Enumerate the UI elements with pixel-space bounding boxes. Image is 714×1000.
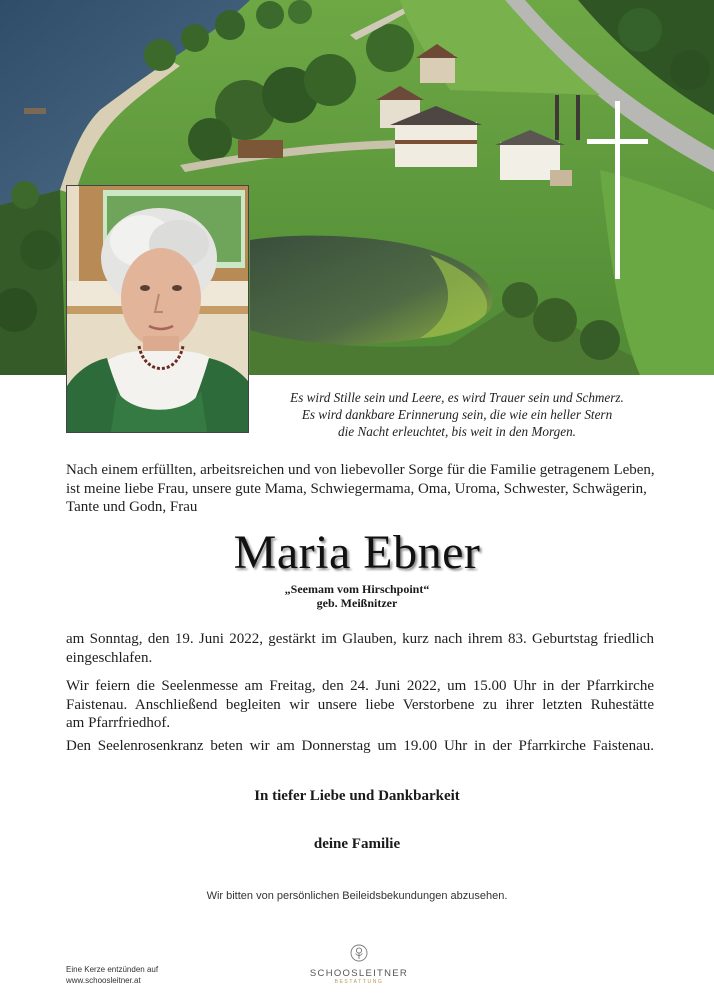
condolence-note: Wir bitten von persönlichen Beileidsbekundungen abzusehen.: [206, 890, 508, 902]
intro-paragraph: [66, 461, 656, 517]
deceased-name: Maria Ebner: [233, 526, 481, 579]
portrait-photo: [66, 185, 249, 433]
candle-url[interactable]: www.schoosleitner.at: [66, 976, 141, 985]
death-line: eingeschlafen.: [66, 649, 153, 666]
rosary-paragraph: [66, 737, 654, 756]
intro-line: Tante und Godn, Frau: [66, 499, 198, 515]
signoff-family: deine Familie: [313, 836, 401, 852]
mass-line: am Pfarrfriedhof.: [66, 715, 171, 731]
signoff-line: In tiefer Liebe und Dankbarkeit: [254, 788, 460, 804]
mass-line: Faistenau. Anschließend begleiten wir unsere liebe Verstorbene zu ihrer letzten Ruhestätte: [66, 696, 654, 713]
poem-line: Es wird dankbare Erinnerung sein, die wie ein heller Stern: [301, 407, 613, 422]
deceased-nickname: „Seemam vom Hirschpoint“: [284, 582, 430, 596]
candle-link[interactable]: [66, 964, 158, 986]
mass-line: Wir feiern die Seelenmesse am Freitag, den 24. Juni 2022, um 15.00 Uhr in der Pfarrkirche: [66, 678, 654, 694]
intro-line: ist meine liebe Frau, unsere gute Mama, Schwiegermama, Oma, Uroma, Schwester, Schwägerin,: [66, 480, 647, 497]
logo-name: SCHOOSLEITNER: [309, 968, 409, 979]
poem-line: die Nacht erleuchtet, bis weit in den Morgen.: [338, 424, 576, 439]
mass-paragraph: [66, 677, 654, 733]
deceased-maiden-name: geb. Meißnitzer: [316, 596, 398, 610]
poem-quote: [262, 389, 652, 440]
death-line: am Sonntag, den 19. Juni 2022, gestärkt im Glauben, kurz nach ihrem 83. Geburtstag friedlich: [66, 631, 654, 647]
poem-line: Es wird Stille sein und Leere, es wird Trauer sein und Schmerz.: [290, 390, 624, 405]
logo-subtitle: BESTATTUNG: [334, 979, 384, 985]
candle-text: Eine Kerze entzünden auf: [66, 965, 159, 974]
rosary-line: Den Seelenrosenkranz beten wir am Donnerstag um 19.00 Uhr in der Pfarrkirche Faistenau.: [66, 738, 654, 754]
rose-emblem-icon: [350, 944, 368, 962]
funeral-home-logo: [304, 944, 414, 986]
intro-line: Nach einem erfüllten, arbeitsreichen und von liebevoller Sorge für die Familie getragenem Leben,: [66, 462, 655, 478]
death-paragraph: [66, 630, 654, 667]
